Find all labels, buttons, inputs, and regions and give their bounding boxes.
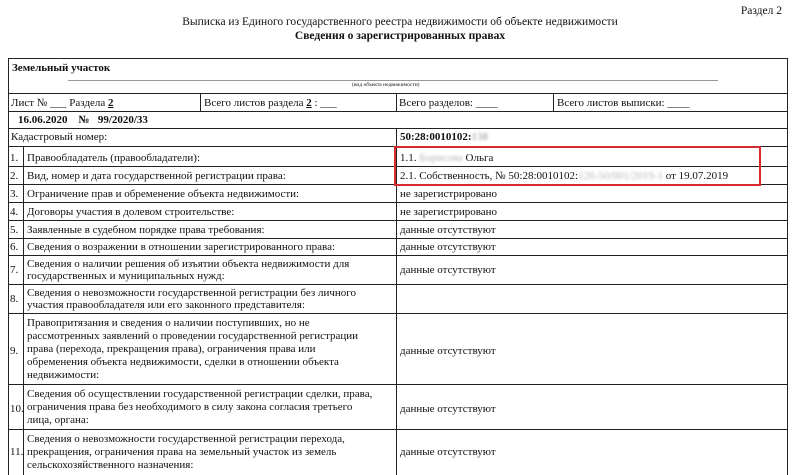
object-type: Земельный участок — [12, 62, 111, 74]
row-number: 10. — [10, 403, 24, 415]
row-label: Правообладатель (правообладатели): — [27, 152, 201, 164]
row-value: не зарегистрировано — [400, 188, 498, 200]
row-value: данные отсутствуют — [400, 345, 496, 357]
object-type-caption: (вид объекта недвижимости) — [352, 82, 420, 88]
row-divider — [8, 284, 788, 285]
row-label: Заявленные в судебном порядке права требования: — [27, 224, 265, 236]
row-value: данные отсутствуют — [400, 224, 496, 236]
cadastral-value: 50:28:0010102:138 — [400, 131, 488, 143]
row-number: 1. — [10, 152, 19, 164]
row-value: данные отсутствуют — [400, 264, 496, 276]
row-divider — [8, 93, 788, 94]
highlight-box — [394, 146, 761, 186]
redacted-text: 138 — [471, 131, 488, 143]
row-number: 11. — [10, 446, 24, 458]
row-label: Правопритязания и сведения о наличии поступивших, но не рассмотренных заявлений о проведении государственной регистрации права (перехода, прекращения права), ограничения права или обременения объекта недвижимости, сделки в отношении объекта недвижимости: — [27, 317, 359, 381]
row-label: Сведения о наличии решения об изъятии объекта недвижимости для государственных и муниципальных нужд: — [27, 258, 350, 282]
extract-sheets-total: Всего листов выписки: ____ — [557, 97, 690, 109]
col-divider — [200, 93, 201, 111]
redacted-text: 126-50/001/2019-1 — [578, 170, 664, 182]
row-divider — [8, 429, 788, 430]
row-label: Сведения о невозможности государственной регистрации без личного участия правообладателя или его законного представителя: — [27, 287, 357, 311]
row-divider — [8, 238, 788, 239]
row-number: 7. — [10, 264, 19, 276]
row-number: 2. — [10, 170, 19, 182]
sheets-in-section: Всего листов раздела 2 : ___ — [204, 97, 337, 109]
row-divider — [8, 220, 788, 221]
row-number: 5. — [10, 224, 19, 236]
redacted-text: Борисова — [419, 152, 463, 164]
row-number: 3. — [10, 188, 19, 200]
row-divider — [8, 202, 788, 203]
row-label: Вид, номер и дата государственной регистрации права: — [27, 170, 286, 182]
row-value: не зарегистрировано — [400, 206, 498, 218]
row-value: данные отсутствуют — [400, 403, 496, 415]
row-divider — [8, 255, 788, 256]
section-label: Раздел 2 — [740, 5, 782, 17]
col-divider — [553, 93, 554, 111]
row-value: данные отсутствуют — [400, 446, 496, 458]
row-number: 6. — [10, 241, 19, 253]
row-divider — [8, 128, 788, 129]
right-holder-value: 1.1. Борисова Ольга — [400, 152, 494, 164]
row-label: Договоры участия в долевом строительстве: — [27, 206, 235, 218]
sections-total: Всего разделов: ____ — [399, 97, 498, 109]
row-label: Сведения об осуществлении государственной регистрации сделки, права, ограничения права без необходимого в силу закона согласия третьего лица, органа: — [27, 388, 373, 426]
row-label: Сведения о возражении в отношении зарегистрированного права: — [27, 241, 336, 253]
row-number: 9. — [10, 345, 19, 357]
sheet-number: Лист № ___ Раздела 2 — [11, 97, 114, 109]
registration-value: 2.1. Собственность, № 50:28:0010102:126-50/001/2019-1 от 19.07.2019 — [400, 170, 729, 182]
row-label: Сведения о невозможности государственной регистрации перехода, прекращения, ограничения права на земельный участок из земель сельскохозяйственного назначения: — [27, 433, 345, 471]
row-divider — [8, 313, 788, 314]
document-title: Выписка из Единого государственного реестра недвижимости об объекте недвижимости — [182, 16, 618, 28]
caption-underline — [68, 80, 718, 81]
col-divider — [396, 93, 397, 111]
row-label: Ограничение прав и обременение объекта недвижимости: — [27, 188, 300, 200]
row-number: 4. — [10, 206, 19, 218]
cadastral-label: Кадастровый номер: — [11, 131, 108, 143]
row-divider — [8, 111, 788, 112]
document-date-number: 16.06.2020 № 99/2020/33 — [18, 114, 148, 126]
document-subtitle: Сведения о зарегистрированных правах — [294, 30, 506, 42]
row-value: данные отсутствуют — [400, 241, 496, 253]
row-divider — [8, 384, 788, 385]
row-number: 8. — [10, 293, 19, 305]
